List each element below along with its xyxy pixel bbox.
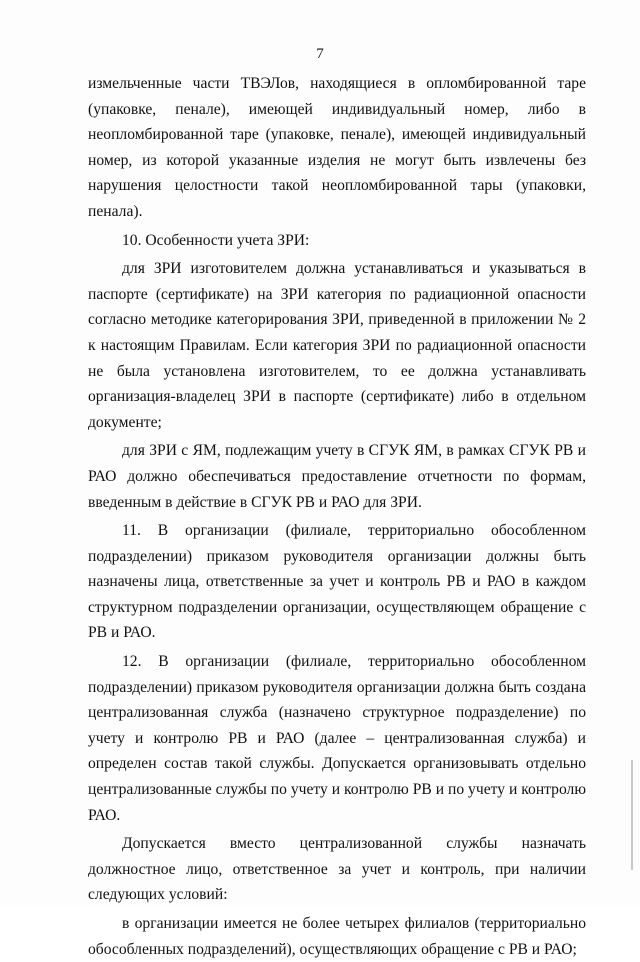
paragraph-zri-with-nm: для ЗРИ с ЯМ, подлежащим учету в СГУК ЯМ, в рамках СГУК РВ и РАО должно обеспечиваться предоставление отчетности по формам, введенным в действие в СГУК РВ и РАО для ЗРИ. xyxy=(88,442,586,511)
paragraph-section-10-heading: 10. Особенности учета ЗРИ: xyxy=(122,231,310,249)
page-number: 7 xyxy=(316,46,324,62)
paragraph-branches-condition: в организации имеется не более четырех филиалов (территориально обособленных подразделений), осуществляющих обращение с РВ и РАО; xyxy=(88,915,586,958)
paragraph-section-11: 11. В организации (филиале, территориально обособленном подразделении) приказом руководителя организации должны быть назначены лица, ответственные за учет и контроль РВ и РАО в каждом структурном подразделении организации, осуществляющем обращение с РВ и РАО. xyxy=(88,522,586,642)
paragraph-zri-category: для ЗРИ изготовителем должна устанавливаться и указываться в паспорте (сертификате) на ЗРИ категория по радиационной опасности согласно методике категорирования ЗРИ, приведенной в приложении № 2 к настоящим Правилам. Если категория ЗРИ по радиационной опасности не была установлена изготовителем, то ее должна устанавливать организация-владелец ЗРИ в паспорте (сертификате) либо в отдельном документе; xyxy=(88,260,586,431)
paragraph-section-12: 12. В организации (филиале, территориально обособленном подразделении) приказом руководителя организации должна быть создана централизованная служба (назначено структурное подразделение) по учету и контролю РВ и РАО (далее – централизованная служба) и определен состав такой службы. Допускается организовывать отдельно централизованные службы по учету и контролю РВ и по учету и контролю РАО. xyxy=(88,653,586,824)
paragraph-responsible-official: Допускается вместо централизованной службы назначать должностное лицо, ответственное за учет и контроль, при наличии следующих условий: xyxy=(88,835,586,904)
document-body xyxy=(88,71,586,962)
paragraph-tvel-continuation: измельченные части ТВЭЛов, находящиеся в опломбированной таре (упаковке, пенале), имеющей индивидуальный номер, либо в неопломбированной таре (упаковке, пенале), имеющей индивидуальный номер, из которой указанные изделия не могут быть извлечены без нарушения целостности такой неопломбированной тары (упаковки, пенала). xyxy=(88,75,586,220)
scan-edge-mark xyxy=(631,760,633,870)
